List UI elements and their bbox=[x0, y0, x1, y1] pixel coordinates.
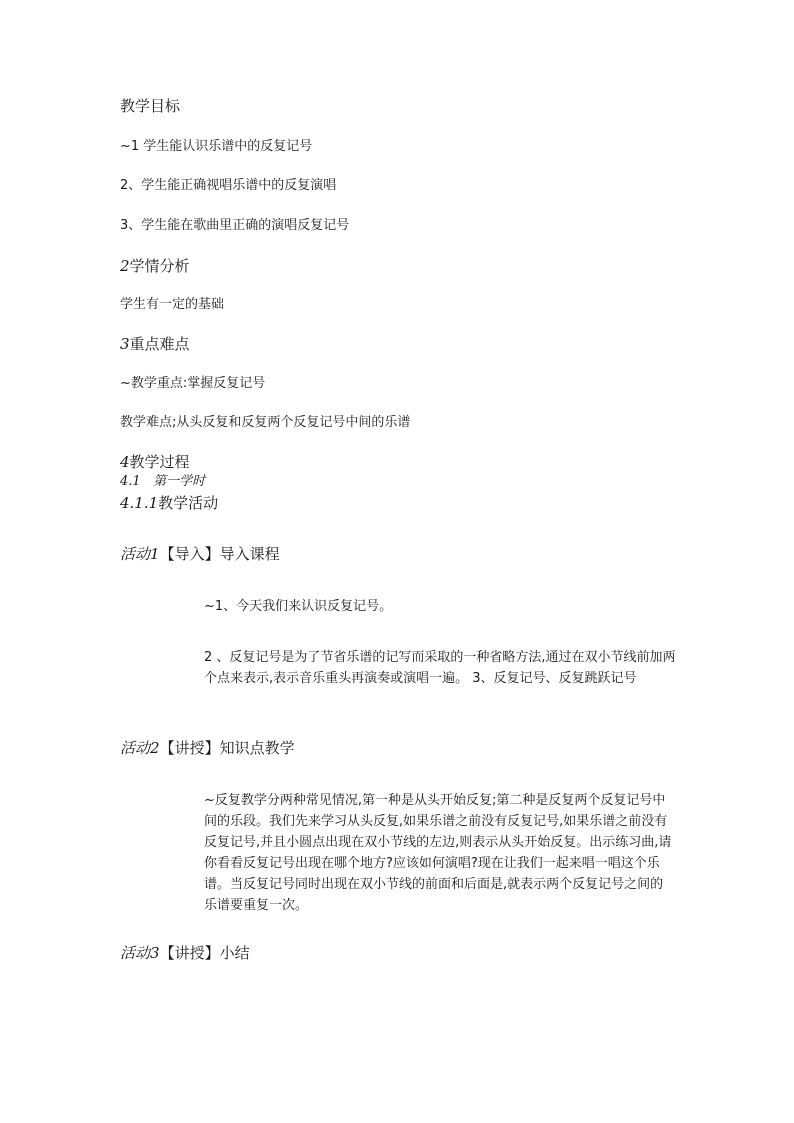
activity-heading bbox=[120, 545, 280, 564]
activity-name: 导入课程 bbox=[219, 545, 280, 563]
subsubsection-title-text: 教学活动 bbox=[158, 494, 219, 512]
activity-heading bbox=[120, 739, 295, 758]
goal-item: 3、学生能在歌曲里正确的演唱反复记号 bbox=[120, 218, 350, 233]
section-title-text: 教学目标 bbox=[120, 97, 181, 115]
key-point: ~教学重点:掌握反复记号 bbox=[120, 376, 266, 391]
section-title-analysis bbox=[120, 257, 190, 276]
section-title-text: 教学过程 bbox=[129, 453, 190, 471]
section-number: 4 bbox=[120, 453, 130, 471]
section-title-process bbox=[120, 453, 190, 472]
goal-item: 2、学生能正确视唱乐谱中的反复演唱 bbox=[120, 178, 337, 193]
analysis-body: 学生有一定的基础 bbox=[120, 297, 225, 312]
subsubsection-number: 4.1.1 bbox=[120, 494, 159, 512]
section-number: 3 bbox=[120, 335, 130, 353]
section-number: 2 bbox=[120, 257, 130, 275]
activity-paragraph: ~1、今天我们来认识反复记号。 bbox=[204, 599, 393, 614]
subsubsection-title bbox=[120, 494, 218, 513]
section-title-goals bbox=[120, 97, 180, 116]
activity-prefix: 活动 bbox=[120, 545, 151, 563]
subsection-title bbox=[120, 474, 205, 490]
section-title-key-points bbox=[120, 335, 190, 354]
section-title-text: 重点难点 bbox=[129, 335, 190, 353]
activity-prefix: 活动 bbox=[120, 944, 151, 962]
activity-tag: 【导入】 bbox=[159, 545, 220, 563]
activity-prefix: 活动 bbox=[120, 739, 151, 757]
activity-tag: 【讲授】 bbox=[159, 944, 220, 962]
activity-heading bbox=[120, 944, 250, 963]
difficult-point: 教学难点;从头反复和反复两个反复记号中间的乐谱 bbox=[120, 415, 411, 430]
activity-name: 知识点教学 bbox=[219, 739, 295, 757]
activity-number: 1 bbox=[150, 545, 160, 563]
section-title-text: 学情分析 bbox=[129, 257, 190, 275]
subsection-number: 4.1 bbox=[120, 474, 141, 489]
goal-item: ~1 学生能认识乐谱中的反复记号 bbox=[120, 139, 313, 154]
activity-number: 2 bbox=[150, 739, 160, 757]
activity-paragraph: ~反复教学分两种常见情况,第一种是从头开始反复;第二种是反复两个反复记号中间的乐段。我们先来学习从头反复,如果乐谱之前没有反复记号,如果乐谱之前没有反复记号,并且小圆点出现在双小节线的左边,则表示从头开始反复。出示练习曲,请你看看反复记号出现在哪个地方?应该如何演唱?现在让我们一起来唱一唱这个乐谱。当反复记号同时出现在双小节线的前面和后面是,就表示两个反复记号之间的乐谱要重复一次。 bbox=[204, 793, 672, 913]
activity-tag: 【讲授】 bbox=[159, 739, 220, 757]
subsection-title-text: 第一学时 bbox=[153, 474, 206, 489]
activity-number: 3 bbox=[150, 944, 160, 962]
activity-paragraph: 2 、反复记号是为了节省乐谱的记写而采取的一种省略方法,通过在双小节线前加两个点来表示,表示音乐重头再演奏或演唱一遍。 3、反复记号、反复跳跃记号 bbox=[204, 650, 676, 686]
activity-name: 小结 bbox=[219, 944, 250, 962]
